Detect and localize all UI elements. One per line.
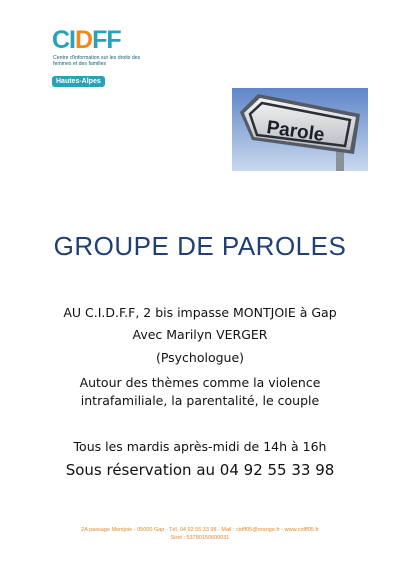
footer-address: 2A passage Montjoie - 05000 Gap - Tél. 04 92 55 33 98 - Mail : cidff05@orange.fr - www.cidff05.fr xyxy=(81,527,319,533)
page-title: GROUPE DE PAROLES xyxy=(53,231,347,261)
location-line: AU C.I.D.F.F, 2 bis impasse MONTJOIE à Gap xyxy=(63,305,337,320)
facilitator-line: Avec Marilyn VERGER xyxy=(132,327,268,342)
themes-line-1: Autour des thèmes comme la violence xyxy=(79,375,321,390)
footer-siret: Siret : 53780150600031 xyxy=(170,535,230,541)
logo-subtitle: Centre d'information sur les droits des femmes et des familles xyxy=(53,55,141,67)
parole-sign-image xyxy=(232,88,368,171)
schedule-line: Tous les mardis après-midi de 14h à 16h xyxy=(73,439,327,454)
cidff-logo xyxy=(52,26,142,90)
logo-region-badge: Hautes-Alpes xyxy=(52,76,105,87)
themes-line-2: intrafamiliale, la parentalité, le couple xyxy=(80,393,320,408)
logo-wordmark: CIDFF xyxy=(52,26,121,54)
reservation-line: Sous réservation au 04 92 55 33 98 xyxy=(65,461,335,479)
sign-text: Parole xyxy=(265,117,326,147)
facilitator-role: (Psychologue) xyxy=(155,350,245,365)
